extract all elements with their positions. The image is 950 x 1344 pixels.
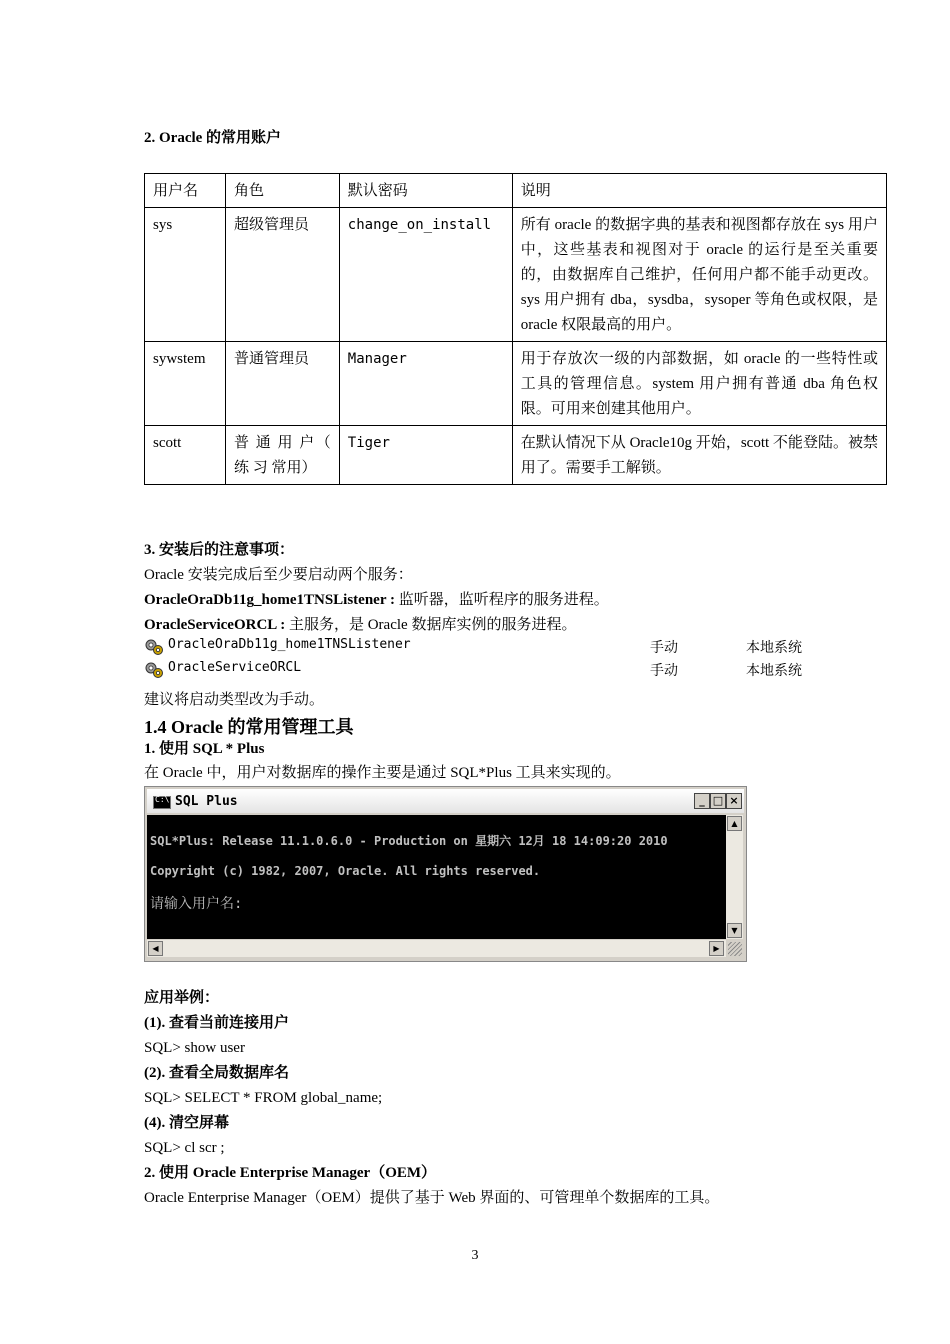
section-title-install: 3. 安装后的注意事项：: [144, 542, 295, 558]
example-2-title: (2). 查看全局数据库名: [144, 1065, 289, 1081]
service-list-item[interactable]: [144, 659, 844, 681]
oem-title: 2. 使用 Oracle Enterprise Manager（OEM）: [144, 1165, 437, 1181]
example-1-command: SQL> show user: [144, 1040, 245, 1056]
oem-description: Oracle Enterprise Manager（OEM）提供了基于 Web 界面的、可管理单个数据库的工具。: [144, 1190, 720, 1206]
cell-user: scott: [145, 426, 226, 485]
service-listener-line: [144, 590, 609, 610]
table-row: [145, 426, 887, 485]
header-role: 角色: [225, 174, 339, 208]
section-title-accounts: 2. Oracle 的常用账户: [144, 130, 282, 146]
example-4-command: SQL> cl scr ;: [144, 1140, 225, 1156]
example-4-title: (4). 清空屏幕: [144, 1115, 229, 1131]
service-listener-desc: 监听器，监听程序的服务进程。: [394, 592, 609, 608]
table-row: [145, 208, 887, 342]
example-1-title: (1). 查看当前连接用户: [144, 1015, 289, 1031]
cell-role: 超级管理员: [225, 208, 339, 342]
cell-password: Tiger: [339, 426, 512, 485]
cell-user: sys: [145, 208, 226, 342]
service-name: OracleServiceORCL: [168, 660, 302, 675]
table-row: [145, 342, 887, 426]
header-password: 默认密码: [339, 174, 512, 208]
service-startup-type: 手动: [650, 663, 678, 679]
sqlplus-title: 1. 使用 SQL * Plus: [144, 741, 265, 757]
cell-role: 普 通 用 户（ 练 习 常用）: [225, 426, 339, 485]
cell-password: change_on_install: [339, 208, 512, 342]
service-orcl-desc: 主服务，是 Oracle 数据库实例的服务进程。: [285, 617, 577, 633]
example-2-command: SQL> SELECT * FROM global_name;: [144, 1090, 383, 1106]
table-header-row: [145, 174, 887, 208]
sqlplus-window: [144, 786, 747, 962]
heading-management-tools: 1.4 Oracle 的常用管理工具: [144, 717, 354, 737]
console-area[interactable]: [147, 815, 726, 939]
console-line-copyright: Copyright (c) 1982, 2007, Oracle. All rights reserved.: [150, 864, 541, 878]
scroll-down-arrow-icon[interactable]: ▼: [727, 923, 742, 938]
header-description: 说明: [512, 174, 886, 208]
scroll-right-arrow-icon[interactable]: ▶: [709, 941, 724, 956]
close-button[interactable]: ×: [726, 793, 742, 809]
service-listener-name: OracleOraDb11g_home1TNSListener :: [144, 592, 395, 608]
service-orcl-name: OracleServiceORCL :: [144, 617, 286, 633]
service-list-item[interactable]: [144, 636, 844, 658]
service-logon-account: 本地系统: [746, 663, 802, 679]
window-titlebar[interactable]: [147, 789, 744, 813]
install-intro: Oracle 安装完成后至少要启动两个服务：: [144, 567, 413, 583]
scroll-up-arrow-icon[interactable]: ▲: [727, 816, 742, 831]
resize-grip-icon[interactable]: [728, 942, 742, 956]
cell-password: Manager: [339, 342, 512, 426]
page-number: 3: [471, 1248, 479, 1263]
accounts-table: [144, 173, 887, 485]
examples-title: 应用举例：: [144, 990, 220, 1006]
service-startup-type: 手动: [650, 640, 678, 656]
service-logon-account: 本地系统: [746, 640, 802, 656]
console-icon: C:\: [153, 796, 171, 809]
service-orcl-line: [144, 615, 576, 635]
gears-icon: [144, 638, 164, 656]
horizontal-scrollbar[interactable]: [147, 940, 726, 957]
cell-description: 所有 oracle 的数据字典的基表和视图都存放在 sys 用户中，这些基表和视图对于 oracle 的运行是至关重要的，由数据库自己维护，任何用户都不能手动更改。sys 用户拥有 dba，sysdba，sysoper 等角色或权限，是 oracle 权限最高的用户。: [512, 208, 886, 342]
header-username: 用户名: [145, 174, 226, 208]
service-name: OracleOraDb11g_home1TNSListener: [168, 637, 411, 652]
cell-role: 普通管理员: [225, 342, 339, 426]
suggestion-text: 建议将启动类型改为手动。: [144, 692, 325, 708]
cell-description: 在默认情况下从 Oracle10g 开始，scott 不能登陆。被禁用了。需要手工解锁。: [512, 426, 886, 485]
console-line-prompt: 请输入用户名:: [150, 896, 243, 912]
cell-description: 用于存放次一级的内部数据，如 oracle 的一些特性或工具的管理信息。system 用户拥有普通 dba 角色权限。可用来创建其他用户。: [512, 342, 886, 426]
console-line-release: SQL*Plus: Release 11.1.0.6.0 - Production on 星期六 12月 18 14:09:20 2010: [150, 834, 668, 848]
scroll-left-arrow-icon[interactable]: ◀: [148, 941, 163, 956]
cell-user: sywstem: [145, 342, 226, 426]
window-title: SQL Plus: [175, 794, 238, 809]
maximize-button[interactable]: □: [710, 793, 726, 809]
minimize-button[interactable]: _: [694, 793, 710, 809]
gears-icon: [144, 661, 164, 679]
vertical-scrollbar[interactable]: [726, 815, 743, 939]
sqlplus-intro: 在 Oracle 中，用户对数据库的操作主要是通过 SQL*Plus 工具来实现的。: [144, 765, 621, 781]
